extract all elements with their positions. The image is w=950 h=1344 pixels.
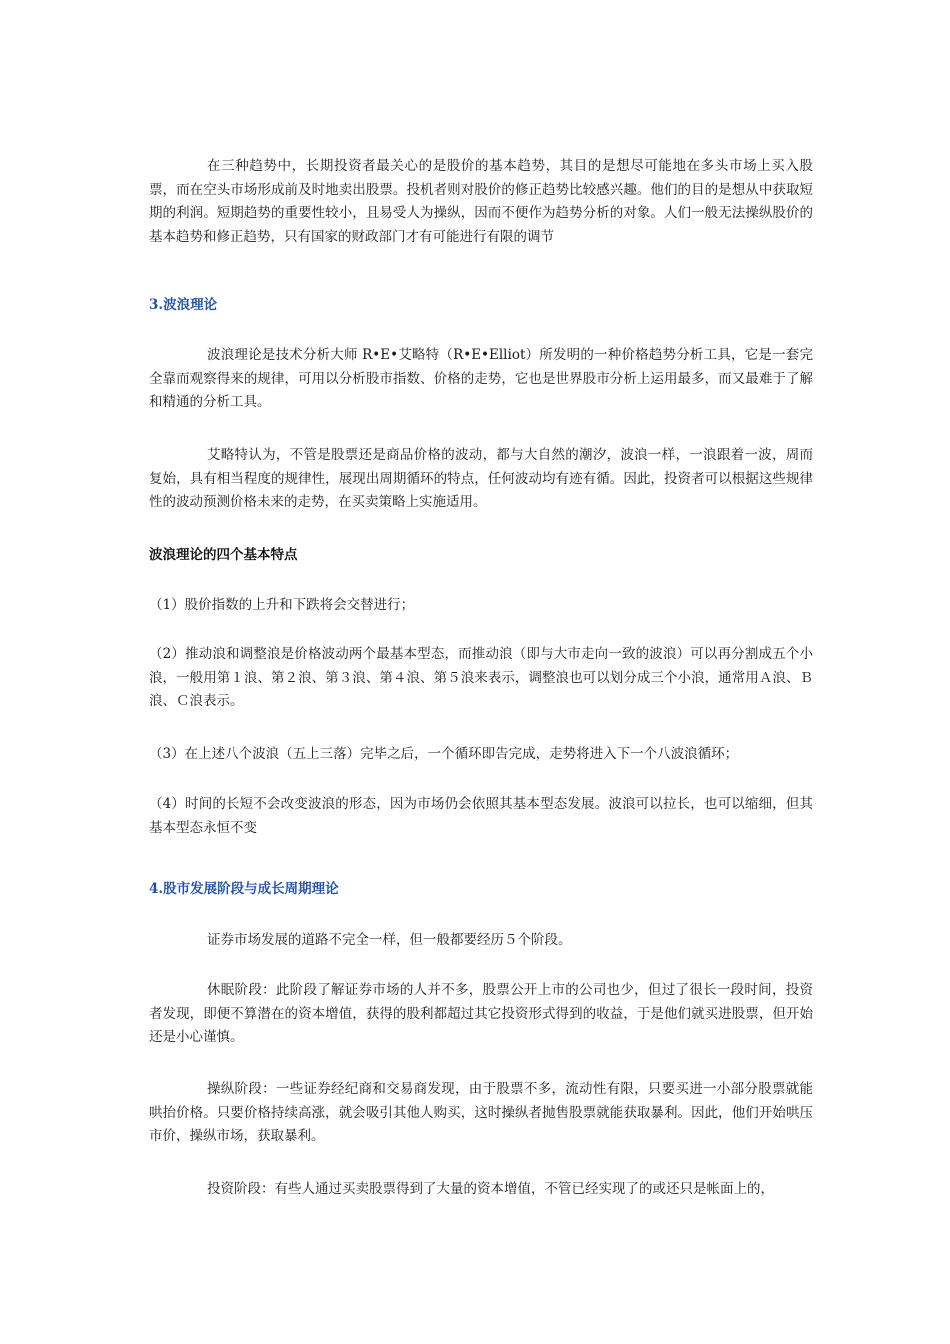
paragraph-investment-stage: 投资阶段：有些人通过买卖股票得到了大量的资本增值，不管已经实现了的或还只是帐面上的， (207, 1181, 774, 1197)
paragraph-trend-investors: 在三种趋势中，长期投资者最关心的是股价的基本趋势，其目的是想尽可能地在多头市场上买入股票，而在空头市场形成前及时地卖出股票。投机者则对股价的修正趋势比较感兴趣。他们的目的是想从中获取短期的利润。短期趋势的重要性较小，且易受人为操纵，因而不便作为趋势分析的对象。人们一般无法操纵股价的基本趋势和修正趋势，只有国家的财政部门才有可能进行有限的调节 (149, 158, 813, 245)
heading-four-features: 波浪理论的四个基本特点 (149, 547, 298, 563)
feature-1: （1）股价指数的上升和下跌将会交替进行； (149, 597, 415, 613)
paragraph-elliot-view: 艾略特认为，不管是股票还是商品价格的波动，都与大自然的潮汐，波浪一样，一浪跟着一波，周而复始，具有相当程度的规律性，展现出周期循环的特点，任何波动均有迹有循。因此，投资者可以根据这些规律性的波动预测价格未来的走势，在买卖策略上实施适用。 (149, 447, 813, 510)
paragraph-five-stages: 证券市场发展的道路不完全一样，但一般都要经历５个阶段。 (207, 932, 572, 948)
heading-market-stages: 4.股市发展阶段与成长周期理论 (149, 881, 339, 897)
paragraph-wave-intro: 波浪理论是技术分析大师 R•E•艾略特（R•E•Elliot）所发明的一种价格趋势分析工具，它是一套完全靠而观察得来的规律，可用以分析股市指数、价格的走势，它也是世界股市分析上运用最多，而又最难于了解和精通的分析工具。 (149, 347, 813, 410)
paragraph-manipulation-stage: 操纵阶段：一些证券经纪商和交易商发现，由于股票不多，流动性有限，只要买进一小部分股票就能哄抬价格。只要价格持续高涨，就会吸引其他人购买，这时操纵者抛售股票就能获取暴利。因此，他们开始哄压市价，操纵市场，获取暴利。 (149, 1081, 813, 1144)
paragraph-dormant-stage: 休眠阶段：此阶段了解证券市场的人并不多，股票公开上市的公司也少，但过了很长一段时间，投资者发现，即便不算潜在的资本增值，获得的股利都超过其它投资形式得到的收益，于是他们就买进股票，但开始还是小心谨慎。 (149, 982, 813, 1045)
feature-2: （2）推动浪和调整浪是价格波动两个最基本型态，而推动浪（即与大市走向一致的波浪）可以再分割成五个小浪，一般用第１浪、第２浪、第３浪、第４浪、第５浪来表示，调整浪也可以划分成三个小浪，通常用Ａ浪、Ｂ浪、Ｃ浪表示。 (149, 646, 813, 709)
feature-3: （3）在上述八个波浪（五上三落）完毕之后，一个循环即告完成，走势将进入下一个八波浪循环； (149, 746, 739, 762)
feature-4: （4）时间的长短不会改变波浪的形态，因为市场仍会依照其基本型态发展。波浪可以拉长，也可以缩细，但其基本型态永恒不变 (149, 796, 813, 836)
heading-wave-theory: 3.波浪理论 (149, 297, 218, 313)
